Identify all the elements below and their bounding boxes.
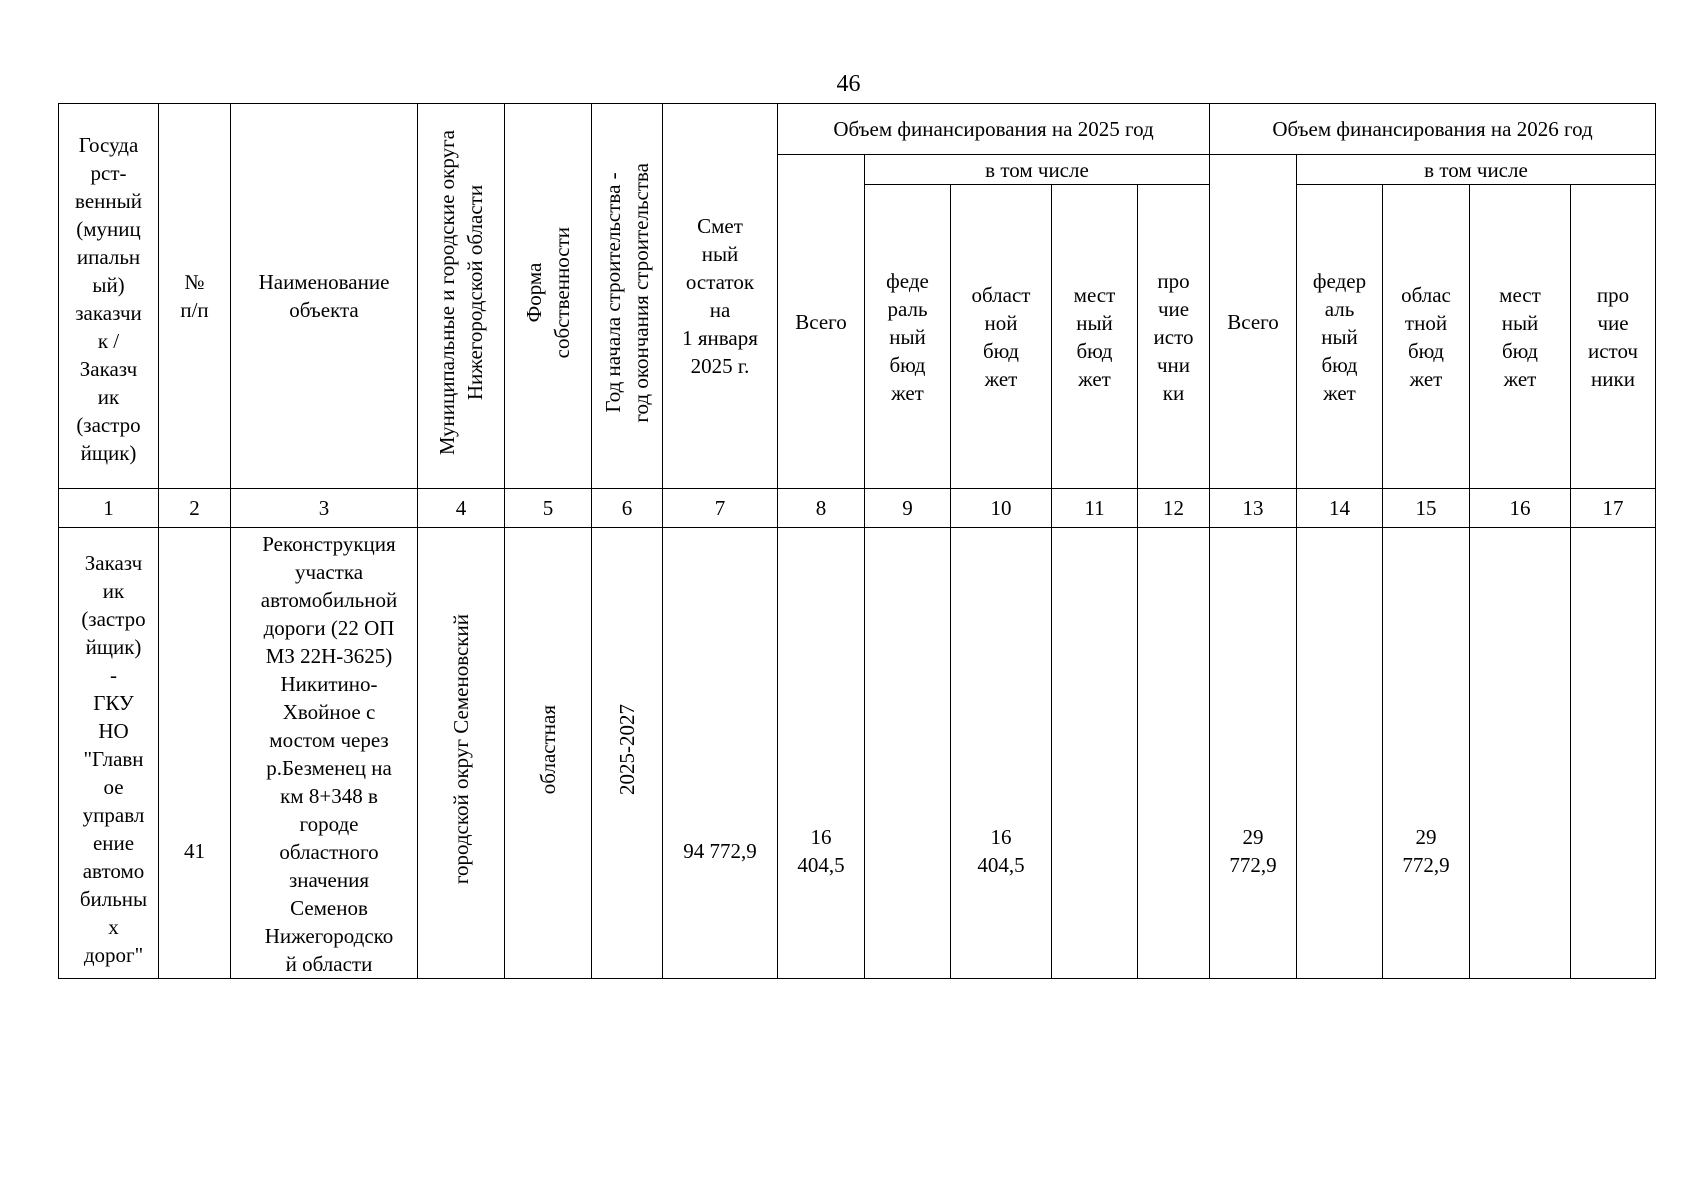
column-number: 16 [1470,489,1571,528]
header-estimated-balance: Смет ный остаток на 1 января 2025 г. [663,104,778,489]
row-total-2026: 29 772,9 [1210,528,1297,979]
header-other-2025: про чие исто чни ки [1138,185,1210,489]
header-customer: Госуда рст- венный (муниц ипальн ый) заказчи к / Заказч ик (застро йщик) [59,104,159,489]
column-number-row [59,489,1656,528]
row-regional-2026: 29 772,9 [1383,528,1470,979]
header-local-2026: мест ный бюд жет [1470,185,1571,489]
row-ownership: областная [505,528,592,979]
column-number: 9 [865,489,951,528]
column-number: 13 [1210,489,1297,528]
row-other-2026 [1571,528,1656,979]
header-other-2026: про чие источ ники [1571,185,1656,489]
header-number: № п/п [159,104,231,489]
row-total-2025: 16 404,5 [778,528,865,979]
row-federal-2025 [865,528,951,979]
row-years: 2025-2027 [592,528,663,979]
column-number: 12 [1138,489,1210,528]
header-total-2025: Всего [778,155,865,489]
header-municipality: Муниципальные и городские округа Нижегородской области [418,104,505,489]
column-number: 2 [159,489,231,528]
column-number: 7 [663,489,778,528]
row-other-2025 [1138,528,1210,979]
row-municipality: городской округ Семеновский [418,528,505,979]
column-number: 8 [778,489,865,528]
header-total-2026: Всего [1210,155,1297,489]
header-funding-2025: Объем финансирования на 2025 год [778,104,1210,155]
header-federal-2025: феде раль ный бюд жет [865,185,951,489]
page-number: 46 [836,71,861,97]
header-object-name: Наименование объекта [231,104,418,489]
column-number: 11 [1052,489,1138,528]
header-regional-2025: област ной бюд жет [951,185,1052,489]
row-federal-2026 [1297,528,1383,979]
column-number: 6 [592,489,663,528]
column-number: 5 [505,489,592,528]
table-row [59,528,1656,979]
column-number: 10 [951,489,1052,528]
header-local-2025: мест ный бюд жет [1052,185,1138,489]
row-object-name: Реконструкция участка автомобильной дороги (22 ОП МЗ 22Н-3625) Никитино- Хвойное с мостом через р.Безменец на км 8+348 в городе областного значения Семенов Нижегородско й области [231,528,418,979]
row-local-2025 [1052,528,1138,979]
row-local-2026 [1470,528,1571,979]
row-number: 41 [159,528,231,979]
header-including-2026: в том числе [1297,155,1656,185]
column-number: 15 [1383,489,1470,528]
row-estimated-balance: 94 772,9 [663,528,778,979]
column-number: 1 [59,489,159,528]
header-row-1 [59,104,1656,155]
investment-table [58,103,1656,979]
column-number: 14 [1297,489,1383,528]
header-ownership: Форма собственности [505,104,592,489]
row-regional-2025: 16 404,5 [951,528,1052,979]
header-federal-2026: федер аль ный бюд жет [1297,185,1383,489]
column-number: 3 [231,489,418,528]
column-number: 4 [418,489,505,528]
header-funding-2026: Объем финансирования на 2026 год [1210,104,1656,155]
header-including-2025: в том числе [865,155,1210,185]
header-years: Год начала строительства - год окончания строительства [592,104,663,489]
column-number: 17 [1571,489,1656,528]
row-customer: Заказч ик (застро йщик) - ГКУ НО "Главн ое управл ение автомо бильны х дорог" [59,528,159,979]
header-regional-2026: облас тной бюд жет [1383,185,1470,489]
